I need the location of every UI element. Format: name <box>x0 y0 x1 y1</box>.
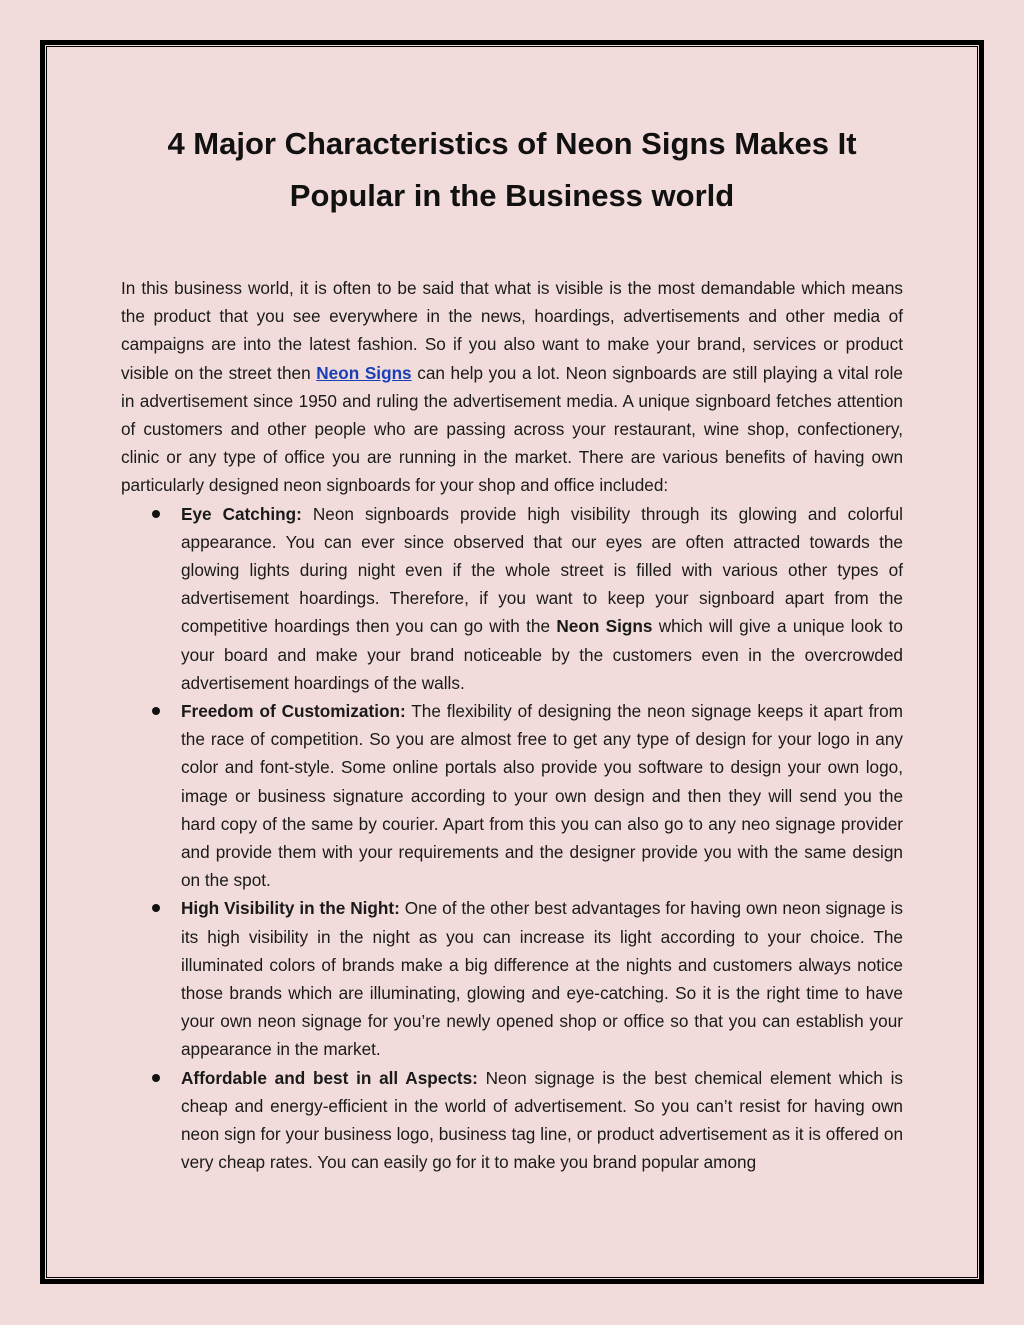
list-item <box>121 697 903 894</box>
intro-text-start: In this business world, it is often to be said that what is visible is the most demandable which means the product that you see everywhere in the news, hoardings, advertisements and other media of campaigns are into the latest fashion. So if you also want to make your brand, services or product visible on the street then <box>121 278 903 383</box>
neon-signs-link[interactable]: Neon Signs <box>316 362 412 383</box>
list-item <box>121 894 903 1063</box>
bullet-text: The flexibility of designing the neon signage keeps it apart from the race of competition. So you are almost free to get any type of design for your logo in any color and font-style. Some online portals also provide you software to design your own logo, image or business signature according to your own design and then they will send you the hard copy of the same by courier. Apart from this you can also go to any neo signage provider and provide them with your requirements and the designer provide you with the same design on the spot. <box>181 701 904 891</box>
list-item <box>121 500 903 697</box>
bullet-text: One of the other best advantages for having own neon signage is its high visibility in the night as you can increase its light according to your choice. The illuminated colors of brands make a big difference at the nights and customers always notice those brands which are illuminating, glowing and eye-catching. So it is the right time to have your own neon signage for you’re newly opened shop or office so that you can establish your appearance in the market. <box>181 898 903 1060</box>
bullet-heading: Affordable and best in all Aspects: <box>181 1067 478 1088</box>
document-title: 4 Major Characteristics of Neon Signs Makes It Popular in the Business world <box>167 126 857 213</box>
bullet-text: Neon signage is the best chemical element which is cheap and energy-efficient in the world of advertisement. So you can’t resist for having own neon sign for your business logo, business tag line, or product advertisement as it is offered on very cheap rates. You can easily go for it to make you brand popular among <box>181 1067 903 1173</box>
bullet-bold-inline: Neon Signs <box>556 616 653 637</box>
bullet-heading: High Visibility in the Night: <box>181 898 400 919</box>
list-item <box>121 1064 903 1177</box>
bullet-icon <box>152 1074 160 1082</box>
bullet-icon <box>152 707 160 715</box>
bullet-heading: Eye Catching: <box>181 503 302 524</box>
bullet-icon <box>152 510 160 518</box>
bullet-text: Neon signboards provide high visibility through its glowing and colorful appearance. You can ever since observed that our eyes are often attracted towards the glowing lights during night even if the whole street is filled with various other types of advertisement hoardings. Therefore, if you want to keep your signboard apart from the competitive hoardings then you can go with the <box>181 503 903 637</box>
intro-text-end: can help you a lot. Neon signboards are still playing a vital role in advertisement since 1950 and ruling the advertisement media. A unique signboard fetches attention of customers and other people who are passing across your restaurant, wine shop, confectionery, clinic or any type of office you are running in the market. There are various benefits of having own particularly designed neon signboards for your shop and office included: <box>121 362 903 496</box>
bullet-text-continued: which will give a unique look to your board and make your brand noticeable by the customers even in the overcrowded advertisement hoardings of the walls. <box>181 616 903 693</box>
intro-paragraph <box>121 274 903 500</box>
bullet-heading: Freedom of Customization: <box>181 701 406 722</box>
bullet-icon <box>152 904 160 912</box>
document-content <box>121 118 903 1177</box>
benefits-list <box>121 500 903 1177</box>
